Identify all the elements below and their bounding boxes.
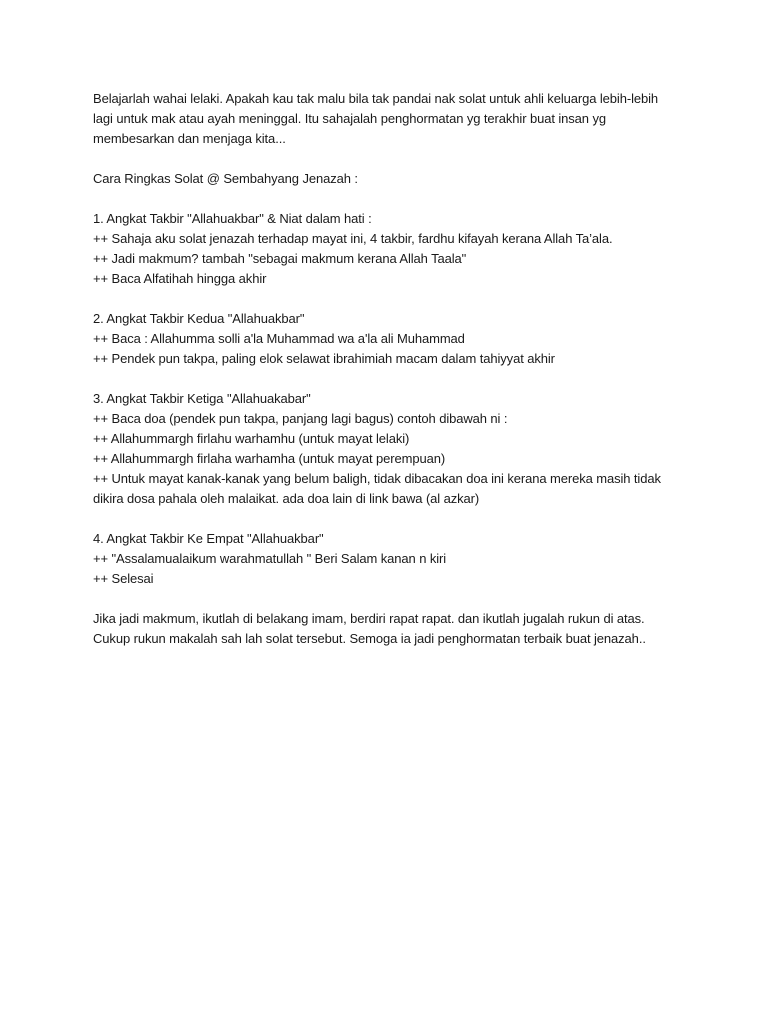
step-line: ++ Selesai (93, 571, 154, 586)
step-4 (93, 529, 683, 589)
intro-line: Belajarlah wahai lelaki. Apakah kau tak malu bila tak pandai nak solat untuk ahli keluarga lebih-lebih (93, 91, 659, 106)
step-line: ++ Baca doa (pendek pun takpa, panjang lagi bagus) contoh dibawah ni : (93, 411, 508, 426)
intro-paragraph (93, 89, 683, 149)
document-body (93, 89, 683, 649)
paragraph-gap (93, 149, 683, 169)
step-title: 4. Angkat Takbir Ke Empat "Allahuakbar" (93, 531, 324, 546)
closing-line: Cukup rukun makalah sah lah solat tersebut. Semoga ia jadi penghormatan terbaik buat jenazah.. (93, 631, 646, 646)
step-line: ++ Untuk mayat kanak-kanak yang belum baligh, tidak dibacakan doa ini kerana mereka masih tidak (93, 471, 661, 486)
step-title: 2. Angkat Takbir Kedua "Allahuakbar" (93, 311, 305, 326)
step-line: ++ Baca Alfatihah hingga akhir (93, 271, 267, 286)
step-3 (93, 389, 683, 509)
step-title: 1. Angkat Takbir "Allahuakbar" & Niat dalam hati : (93, 211, 372, 226)
paragraph-gap (93, 289, 683, 309)
section-heading: Cara Ringkas Solat @ Sembahyang Jenazah : (93, 171, 358, 186)
step-line: ++ Jadi makmum? tambah "sebagai makmum kerana Allah Taala" (93, 251, 467, 266)
paragraph-gap (93, 509, 683, 529)
step-1 (93, 209, 683, 289)
step-line: ++ Baca : Allahumma solli a'la Muhammad wa a'la ali Muhammad (93, 331, 465, 346)
step-line: ++ Allahummargh firlaha warhamha (untuk mayat perempuan) (93, 451, 446, 466)
closing-paragraph (93, 609, 683, 649)
paragraph-gap (93, 189, 683, 209)
step-line: ++ "Assalamualaikum warahmatullah " Beri Salam kanan n kiri (93, 551, 447, 566)
intro-line: lagi untuk mak atau ayah meninggal. Itu sahajalah penghormatan yg terakhir buat insan yg (93, 111, 606, 126)
step-2 (93, 309, 683, 369)
paragraph-gap (93, 369, 683, 389)
step-line: ++ Allahummargh firlahu warhamhu (untuk mayat lelaki) (93, 431, 410, 446)
intro-line: membesarkan dan menjaga kita... (93, 131, 286, 146)
step-title: 3. Angkat Takbir Ketiga "Allahuakabar" (93, 391, 311, 406)
step-line: ++ Sahaja aku solat jenazah terhadap mayat ini, 4 takbir, fardhu kifayah kerana Allah Ta’ala. (93, 231, 613, 246)
step-line: dikira dosa pahala oleh malaikat. ada doa lain di link bawa (al azkar) (93, 491, 480, 506)
paragraph-gap (93, 589, 683, 609)
step-line: ++ Pendek pun takpa, paling elok selawat ibrahimiah macam dalam tahiyyat akhir (93, 351, 555, 366)
closing-line: Jika jadi makmum, ikutlah di belakang imam, berdiri rapat rapat. dan ikutlah jugalah rukun di atas. (93, 611, 645, 626)
